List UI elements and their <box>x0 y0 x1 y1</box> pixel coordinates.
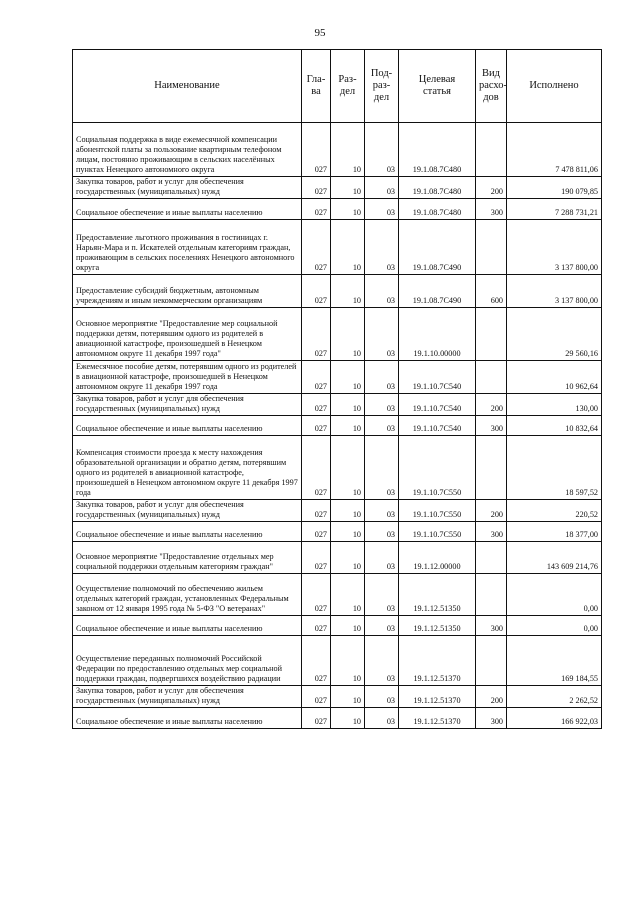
row-section: 10 <box>331 616 365 636</box>
row-section: 10 <box>331 361 365 394</box>
table-row <box>73 308 602 361</box>
row-subsection: 03 <box>365 636 399 686</box>
row-chapter: 027 <box>302 123 331 177</box>
row-section: 10 <box>331 199 365 220</box>
row-executed: 29 560,16 <box>507 308 602 361</box>
row-executed: 10 832,64 <box>507 416 602 436</box>
row-chapter: 027 <box>302 636 331 686</box>
row-chapter: 027 <box>302 177 331 199</box>
row-subsection: 03 <box>365 275 399 308</box>
header-target: Целевая статья <box>399 50 476 123</box>
row-executed: 0,00 <box>507 574 602 616</box>
row-chapter: 027 <box>302 500 331 522</box>
row-executed: 169 184,55 <box>507 636 602 686</box>
row-executed: 7 478 811,06 <box>507 123 602 177</box>
page-number: 95 <box>314 27 326 39</box>
row-expense-type <box>476 636 507 686</box>
row-subsection: 03 <box>365 500 399 522</box>
row-expense-type: 300 <box>476 616 507 636</box>
row-expense-type: 200 <box>476 686 507 708</box>
row-chapter: 027 <box>302 436 331 500</box>
row-name: Осуществление полномочий по обеспечению жильем отдельных категорий граждан, установленных Федеральным законом от 12 января 1995 года № 5-ФЗ "О ветеранах" <box>73 574 302 616</box>
row-expense-type: 300 <box>476 199 507 220</box>
row-subsection: 03 <box>365 686 399 708</box>
row-target: 19.1.10.7С540 <box>399 361 476 394</box>
row-target: 19.1.12.51350 <box>399 616 476 636</box>
row-chapter: 027 <box>302 542 331 574</box>
table-row <box>73 708 602 729</box>
row-expense-type: 600 <box>476 275 507 308</box>
row-executed: 18 597,52 <box>507 436 602 500</box>
row-chapter: 027 <box>302 308 331 361</box>
row-section: 10 <box>331 574 365 616</box>
table-body <box>73 123 602 729</box>
row-section: 10 <box>331 308 365 361</box>
row-subsection: 03 <box>365 574 399 616</box>
row-section: 10 <box>331 636 365 686</box>
table-row <box>73 686 602 708</box>
row-chapter: 027 <box>302 708 331 729</box>
row-name: Социальное обеспечение и иные выплаты населению <box>73 616 302 636</box>
row-expense-type <box>476 308 507 361</box>
row-chapter: 027 <box>302 199 331 220</box>
row-expense-type: 200 <box>476 394 507 416</box>
row-target: 19.1.08.7С490 <box>399 275 476 308</box>
row-target: 19.1.08.7С490 <box>399 220 476 275</box>
table-row <box>73 416 602 436</box>
row-name: Социальная поддержка в виде ежемесячной компенсации абонентской платы за пользование квартирным телефоном лицам, постоянно проживающим в сельских населённых пунктах Ненецкого автономного округа <box>73 123 302 177</box>
row-name: Социальное обеспечение и иные выплаты населению <box>73 416 302 436</box>
row-section: 10 <box>331 394 365 416</box>
row-chapter: 027 <box>302 616 331 636</box>
budget-table <box>72 49 602 729</box>
row-name: Основное мероприятие "Предоставление мер социальной поддержки детям, потерявшим одного из родителей в авиационной катастрофе, произошедшей в Ненецком автономном округе 11 декабря 1997 года" <box>73 308 302 361</box>
row-name: Предоставление субсидий бюджетным, автономным учреждениям и иным некоммерческим организациям <box>73 275 302 308</box>
row-target: 19.1.08.7С480 <box>399 123 476 177</box>
row-name: Социальное обеспечение и иные выплаты населению <box>73 522 302 542</box>
row-executed: 143 609 214,76 <box>507 542 602 574</box>
row-target: 19.1.08.7С480 <box>399 177 476 199</box>
row-executed: 7 288 731,21 <box>507 199 602 220</box>
row-executed: 130,00 <box>507 394 602 416</box>
row-executed: 3 137 800,00 <box>507 275 602 308</box>
row-executed: 10 962,64 <box>507 361 602 394</box>
row-target: 19.1.12.00000 <box>399 542 476 574</box>
header-section: Раз- дел <box>331 50 365 123</box>
row-expense-type <box>476 361 507 394</box>
table-row <box>73 275 602 308</box>
row-chapter: 027 <box>302 574 331 616</box>
row-executed: 190 079,85 <box>507 177 602 199</box>
row-subsection: 03 <box>365 361 399 394</box>
row-executed: 166 922,03 <box>507 708 602 729</box>
row-executed: 0,00 <box>507 616 602 636</box>
row-target: 19.1.12.51370 <box>399 686 476 708</box>
row-target: 19.1.10.7С550 <box>399 436 476 500</box>
row-expense-type <box>476 123 507 177</box>
row-name: Закупка товаров, работ и услуг для обеспечения государственных (муниципальных) нужд <box>73 177 302 199</box>
row-expense-type <box>476 436 507 500</box>
row-expense-type: 200 <box>476 177 507 199</box>
table-row <box>73 616 602 636</box>
table-row <box>73 574 602 616</box>
row-name: Осуществление переданных полномочий Российской Федерации по предоставлению отдельных мер социальной поддержки граждан, подвергшихся воздействию радиации <box>73 636 302 686</box>
row-section: 10 <box>331 522 365 542</box>
row-target: 19.1.10.7С540 <box>399 416 476 436</box>
row-section: 10 <box>331 220 365 275</box>
header-subsection: Под- раз- дел <box>365 50 399 123</box>
row-subsection: 03 <box>365 616 399 636</box>
table-row <box>73 199 602 220</box>
row-name: Ежемесячное пособие детям, потерявшим одного из родителей в авиационной катастрофе, произошедшей в Ненецком автономном округе 11 декабря 1997 года <box>73 361 302 394</box>
row-section: 10 <box>331 686 365 708</box>
row-subsection: 03 <box>365 199 399 220</box>
row-section: 10 <box>331 500 365 522</box>
row-chapter: 027 <box>302 394 331 416</box>
row-chapter: 027 <box>302 416 331 436</box>
row-name: Закупка товаров, работ и услуг для обеспечения государственных (муниципальных) нужд <box>73 394 302 416</box>
row-section: 10 <box>331 123 365 177</box>
row-name: Закупка товаров, работ и услуг для обеспечения государственных (муниципальных) нужд <box>73 686 302 708</box>
table-row <box>73 522 602 542</box>
table-row <box>73 361 602 394</box>
table-row <box>73 394 602 416</box>
table-row <box>73 636 602 686</box>
table-row <box>73 436 602 500</box>
row-chapter: 027 <box>302 220 331 275</box>
row-chapter: 027 <box>302 522 331 542</box>
row-executed: 3 137 800,00 <box>507 220 602 275</box>
row-name: Основное мероприятие "Предоставление отдельных мер социальной поддержки отдельным категориям граждан" <box>73 542 302 574</box>
row-expense-type: 300 <box>476 522 507 542</box>
row-section: 10 <box>331 416 365 436</box>
row-subsection: 03 <box>365 542 399 574</box>
row-chapter: 027 <box>302 361 331 394</box>
row-target: 19.1.10.7С550 <box>399 522 476 542</box>
row-chapter: 027 <box>302 686 331 708</box>
row-executed: 220,52 <box>507 500 602 522</box>
row-subsection: 03 <box>365 708 399 729</box>
row-section: 10 <box>331 542 365 574</box>
row-target: 19.1.10.7С550 <box>399 500 476 522</box>
row-target: 19.1.10.00000 <box>399 308 476 361</box>
header-executed: Исполнено <box>507 50 602 123</box>
row-subsection: 03 <box>365 416 399 436</box>
row-section: 10 <box>331 177 365 199</box>
header-name: Наименование <box>73 50 302 123</box>
row-target: 19.1.10.7С540 <box>399 394 476 416</box>
table-row <box>73 220 602 275</box>
row-chapter: 027 <box>302 275 331 308</box>
row-name: Социальное обеспечение и иные выплаты населению <box>73 199 302 220</box>
row-subsection: 03 <box>365 436 399 500</box>
row-expense-type <box>476 220 507 275</box>
row-expense-type <box>476 574 507 616</box>
row-section: 10 <box>331 436 365 500</box>
row-name: Социальное обеспечение и иные выплаты населению <box>73 708 302 729</box>
row-name: Компенсация стоимости проезда к месту нахождения образовательной организации и обратно детям, потерявшим одного из родителей в авиационной катастрофе, произошедшей в Ненецком автономном округе 11 декабря 1997 года <box>73 436 302 500</box>
row-subsection: 03 <box>365 220 399 275</box>
row-expense-type: 200 <box>476 500 507 522</box>
table-row <box>73 542 602 574</box>
row-subsection: 03 <box>365 123 399 177</box>
row-expense-type: 300 <box>476 708 507 729</box>
row-subsection: 03 <box>365 394 399 416</box>
row-name: Закупка товаров, работ и услуг для обеспечения государственных (муниципальных) нужд <box>73 500 302 522</box>
row-executed: 2 262,52 <box>507 686 602 708</box>
row-section: 10 <box>331 275 365 308</box>
table-row <box>73 177 602 199</box>
row-target: 19.1.12.51350 <box>399 574 476 616</box>
row-target: 19.1.08.7С480 <box>399 199 476 220</box>
row-target: 19.1.12.51370 <box>399 708 476 729</box>
table-header-row <box>73 50 602 123</box>
table-row <box>73 500 602 522</box>
row-name: Предоставление льготного проживания в гостиницах г. Нарьян-Мара и п. Искателей отдельным категориям граждан, проживающим в сельских поселениях Ненецкого автономного округа <box>73 220 302 275</box>
row-section: 10 <box>331 708 365 729</box>
row-expense-type <box>476 542 507 574</box>
header-expense-type: Вид расхо- дов <box>476 50 507 123</box>
row-subsection: 03 <box>365 522 399 542</box>
row-expense-type: 300 <box>476 416 507 436</box>
row-subsection: 03 <box>365 308 399 361</box>
table-row <box>73 123 602 177</box>
row-subsection: 03 <box>365 177 399 199</box>
row-target: 19.1.12.51370 <box>399 636 476 686</box>
header-chapter: Гла- ва <box>302 50 331 123</box>
row-executed: 18 377,00 <box>507 522 602 542</box>
